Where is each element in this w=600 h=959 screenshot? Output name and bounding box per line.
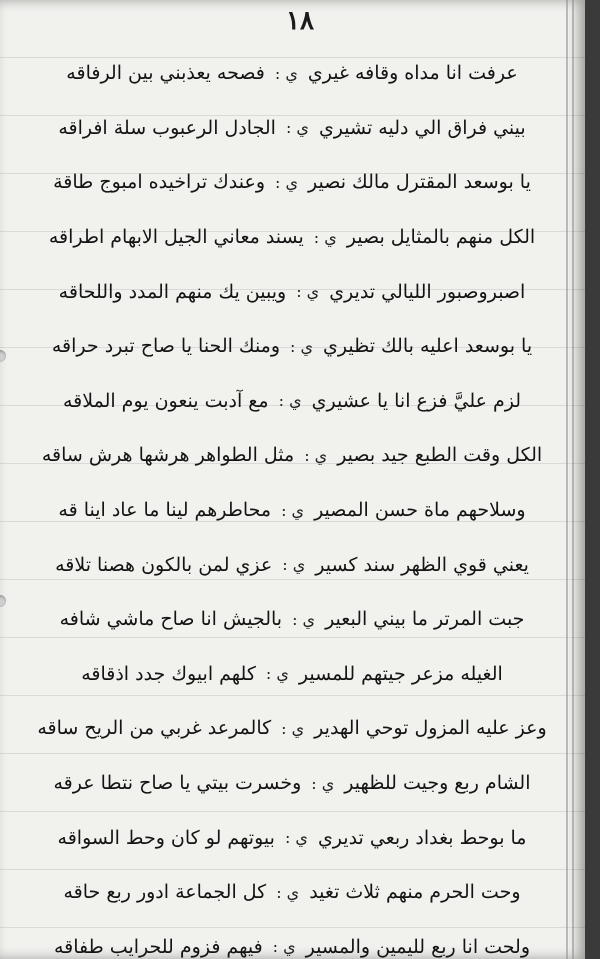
second-hemistich: الجادل الرعبوب سلة افراقه (58, 116, 276, 139)
first-hemistich: عرفت انا مداه وقافه غيري (307, 62, 518, 85)
hemistich-separator: ي : (311, 773, 335, 793)
hemistich-separator: ي : (275, 172, 299, 192)
second-hemistich: يسند معاني الجيل الابهام اطراقه (48, 226, 304, 249)
first-hemistich: ما بوحط بغداد ربعي تديري (317, 826, 527, 849)
hemistich-separator: ي : (296, 282, 320, 302)
second-hemistich: بيوتهم لو كان وحط السواقه (57, 826, 275, 849)
hemistich-separator: ي : (281, 500, 305, 520)
first-hemistich: الغيله مزعر جيتهم للمسير (298, 662, 503, 685)
poem-line (22, 101, 562, 156)
second-hemistich: وخسرت بيتي يا صاح نتطا عرقه (53, 772, 302, 795)
poem-line (22, 647, 562, 702)
first-hemistich: جبت المرتر ما بيني البعير (325, 608, 525, 631)
page-number: ١٨ (286, 6, 314, 36)
first-hemistich: وحت الحرم منهم ثلاث تغيد (309, 881, 521, 904)
second-hemistich: مع آدبت ينعون يوم الملاقه (62, 389, 269, 412)
first-hemistich: الكل وقت الطبع جيد بصير (337, 444, 543, 467)
hemistich-separator: ي : (313, 227, 337, 247)
poem-line (22, 537, 562, 592)
first-hemistich: لزم عليَّ فزع انا يا عشيري (311, 389, 522, 412)
first-hemistich: بيني فراق الي دليه تشيري (318, 116, 526, 139)
margin-rule (572, 0, 574, 959)
poem-line (22, 428, 562, 483)
poem-line (22, 319, 562, 374)
second-hemistich: كالمرعد غربي من الريح ساقه (37, 717, 272, 740)
second-hemistich: محاطرهم لينا ما عاد اينا قه (58, 499, 272, 522)
poem-line (22, 592, 562, 647)
hemistich-separator: ي : (282, 555, 306, 575)
poem-line (22, 810, 562, 865)
second-hemistich: فيهم فزوم للحرايب طفاقه (53, 935, 263, 958)
hemistich-separator: ي : (285, 118, 309, 138)
second-hemistich: عزي لمن بالكون هصنا تلاقه (55, 553, 273, 576)
poem-line (22, 264, 562, 319)
poem-line (22, 865, 562, 920)
first-hemistich: يا بوسعد المقترل مالك نصير (308, 171, 531, 194)
second-hemistich: بالجيش انا صاح ماشي شافه (59, 608, 283, 631)
second-hemistich: كلهم ابيوك جدد اذقاقه (81, 662, 256, 685)
hemistich-separator: ي : (272, 937, 296, 957)
second-hemistich: كل الجماعة ادور ربع حاقه (63, 881, 267, 904)
hemistich-separator: ي : (304, 445, 328, 465)
hemistich-separator: ي : (281, 718, 305, 738)
margin-rule (566, 0, 568, 959)
second-hemistich: فصحه يعذبني بين الرفاقه (66, 62, 265, 85)
first-hemistich: يا بوسعد اعليه بالك تظيري (323, 335, 533, 358)
poem-line (22, 701, 562, 756)
hemistich-separator: ي : (265, 664, 289, 684)
hemistich-separator: ي : (292, 609, 316, 629)
first-hemistich: وسلاحهم ماة حسن المصير (314, 499, 526, 522)
second-hemistich: وعندك تراخيده امبوج طاقة (53, 171, 266, 194)
poem-line (22, 210, 562, 265)
poem-line (22, 155, 562, 210)
first-hemistich: اصبروصبور الليالي تديري (329, 280, 526, 303)
second-hemistich: مثل الطواهر هرشها هرش ساقه (41, 444, 295, 467)
poem-lines (22, 46, 562, 959)
hemistich-separator: ي : (276, 882, 300, 902)
hemistich-separator: ي : (278, 391, 302, 411)
first-hemistich: الشام ربع وجيت للظهير (344, 772, 531, 795)
second-hemistich: ويبين يك منهم المدد واللحاقه (58, 280, 287, 303)
poem-line (22, 920, 562, 959)
first-hemistich: ولحت انا ربع لليمين والمسير (305, 935, 531, 958)
poem-line (22, 756, 562, 811)
first-hemistich: وعز عليه المزول توحي الهدير (314, 717, 547, 740)
first-hemistich: يعني قوي الظهر سند كسير (315, 553, 529, 576)
poem-line (22, 46, 562, 101)
second-hemistich: ومنك الحنا يا صاح تبرد حراقه (51, 335, 281, 358)
hemistich-separator: ي : (274, 63, 298, 83)
first-hemistich: الكل منهم بالمثايل بصير (346, 226, 536, 249)
poem-line (22, 374, 562, 429)
poem-line (22, 483, 562, 538)
hemistich-separator: ي : (290, 336, 314, 356)
hemistich-separator: ي : (284, 828, 308, 848)
